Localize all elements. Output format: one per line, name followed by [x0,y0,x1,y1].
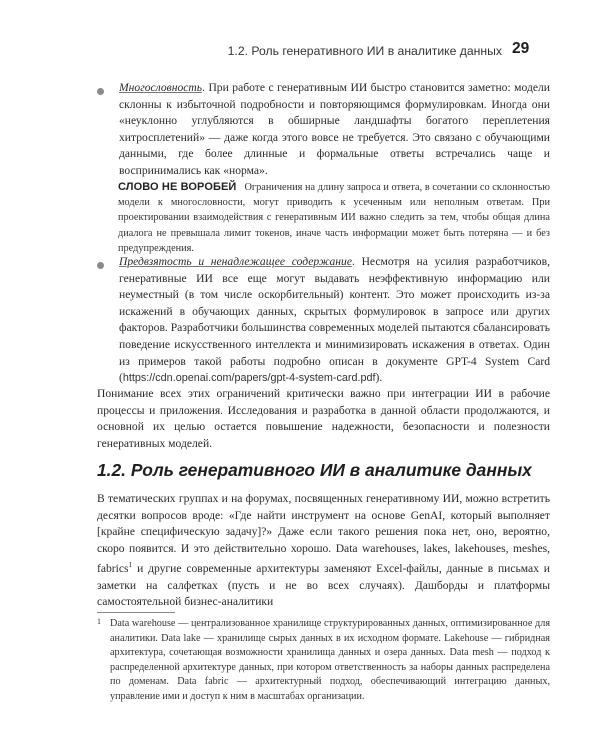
bullet-bias [119,254,550,387]
callout-text: Ограничения на длину запроса и ответа, в сочетании со склонностью модели к многословности, могут приводить к усеченным или неполным ответам. При проектировании взаимодействия с генеративным ИИ важно следить за тем, чтобы общая длина диалога не превышала лимит токенов, иначе часть информации может быть потеряна — и без предупреждения. [118,182,551,254]
bullet-lead: Многословность [119,81,203,94]
bullet-marker [97,262,104,269]
page-number: 29 [512,40,530,57]
bullet-lead: Предвзятость и ненадлежащее содержание [119,255,352,268]
limits-paragraph: Понимание всех этих ограничений критически важно при интеграции ИИ в рабочие процессы и приложения. Исследования и разработка в данной области продолжаются, и основной их целью остается повышение надежности, безопасности и полезности генеративных моделей. [97,387,550,450]
section-text-b: и другие современные архитектуры заменяют Excel-файлы, данные в письмах и заметки на салфетках (пусть и не во всех случаях). Дашборды и платформы самостоятельной бизнес-аналитики [97,562,550,609]
footnote-divider [97,612,175,613]
callout-note [118,180,550,256]
footnote-text: Data warehouse — централизованное хранилище структурированных данных, оптимизированное для аналитики. Data lake — хранилище сырых данных в их исходном формате. Lakehouse — гибридная архитектура, сочетающая возможности хранилища данных и озера данных. Data mesh — подход к распределенной архитектуре данных, при котором ответственность за наборы данных распределена по доменам. Data fabric — архитектурный подход, обеспечивающий интеграцию данных, управление ими и доступ к ним в масштабах организации. [110,618,550,702]
system-card-link[interactable]: https://cdn.openai.com/papers/gpt-4-system-card.pdf [122,372,376,385]
running-header: 1.2. Роль генеративного ИИ в аналитике данных [227,44,502,58]
bullet-marker [97,88,104,95]
section-text-a: В тематических группах и на форумах, посвященных генеративному ИИ, можно встретить десятки вопросов вроде: «Где найти инструмент на основе GenAI, который выполняет [крайне специфическую задачу]?» Даже если такого решения пока нет, оно, вероятно, скоро появится. И это действительно хорошо. Data warehouses, lakes, lakehouses, meshes, fabrics [97,492,550,576]
bullet-tail: ). [375,371,383,385]
bullet-text: . Несмотря на усилия разработчиков, генеративные ИИ все еще могут выдавать неэффективную информацию или неуместный (в том числе оскорбительный) контент. Это может происходить из-за искажений в обучающих данных, скрытых формулировок в запросе или других факторов. Разработчики большинства современных моделей пытаются сбалансировать поведение искусственного интеллекта и минимизировать искажения в ответах. Один из примеров такой работы подробно описан в документе GPT-4 System Card ( [119,255,550,385]
section-heading: 1.2. Роль генеративного ИИ в аналитике данных [97,460,532,480]
footnote-reference[interactable]: 1 [128,560,133,570]
bullet-text: . При работе с генеративным ИИ быстро становится заметно: модели склонны к избыточной подробности и повторяющимся формулировкам. Иногда они «неуклонно углубляются в обширные ландшафты богатого переплетения хитросплетений» — даже когда этого вовсе не требуется. Это связано с обучающими данными, где более длинные и формальные ответы встречались чаще и воспринимались как «норма». [119,81,550,177]
footnote-mark: 1 [97,617,101,626]
section-paragraph [97,491,550,611]
callout-label: СЛОВО НЕ ВОРОБЕЙ [118,181,237,193]
bullet-verbosity [119,80,550,180]
